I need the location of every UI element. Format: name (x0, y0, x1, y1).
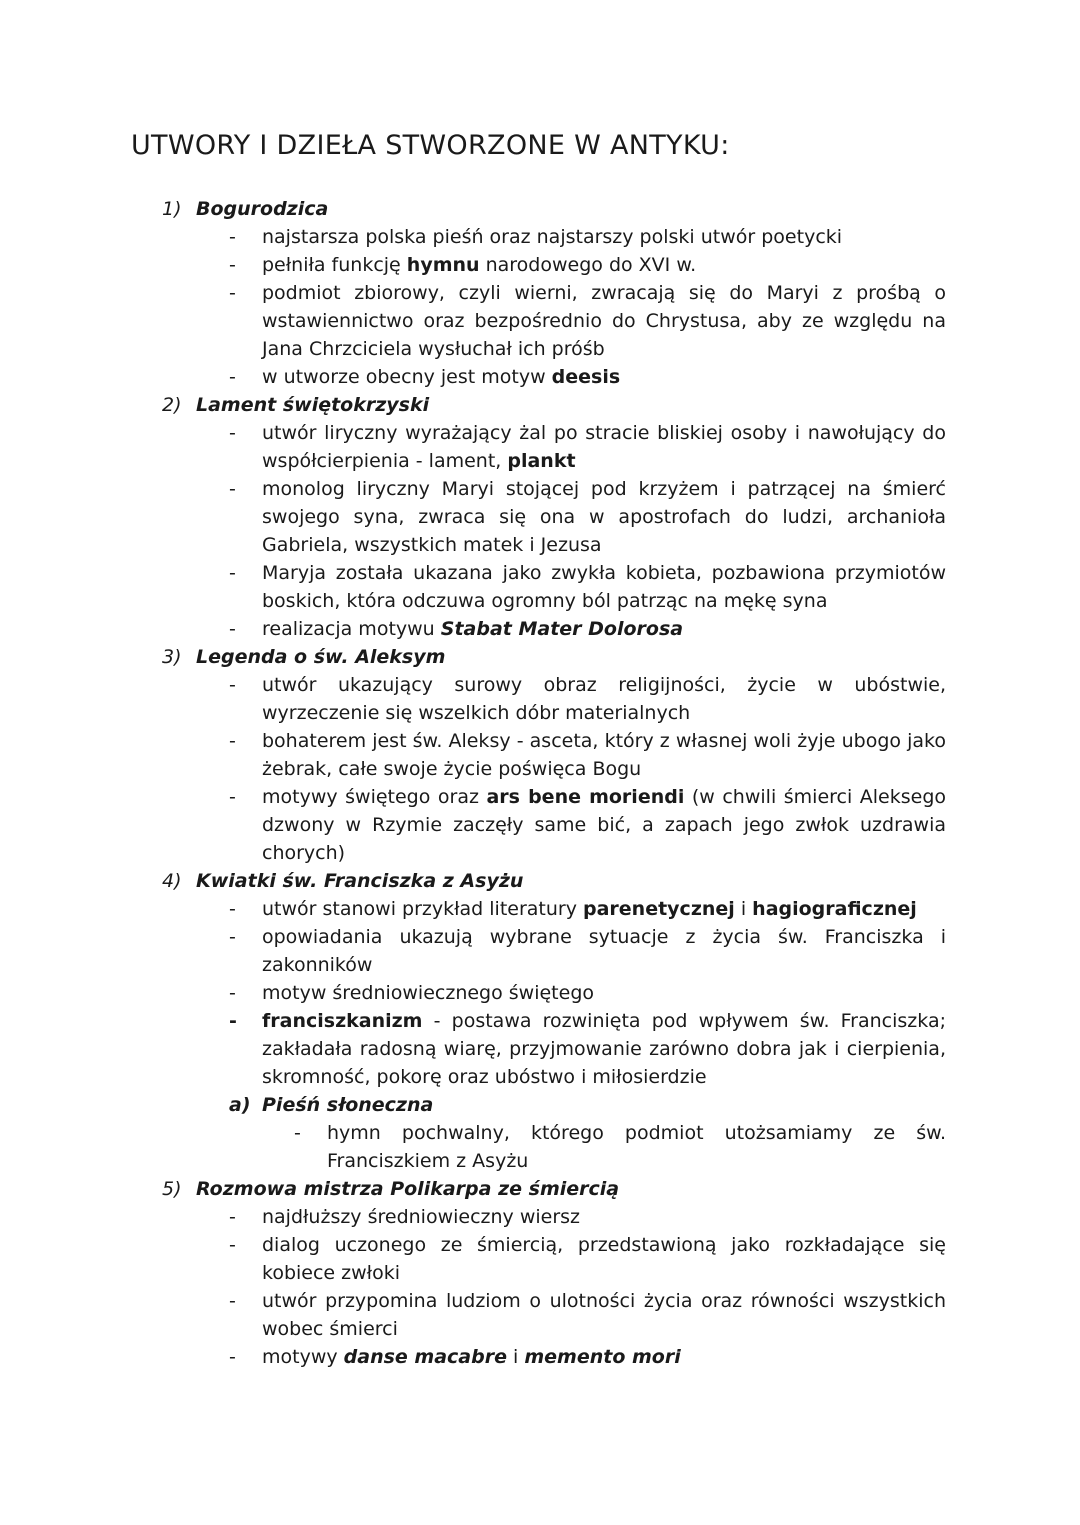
list-item (0, 1343, 1080, 1371)
bullet-text: dialog uczonego ze śmiercią, przedstawioną jako rozkładające się kobiece zwłoki (262, 1234, 946, 1284)
bullet-text: monolog liryczny Maryi stojącej pod krzyżem i patrzącej na śmierć swojego syna, zwraca się ona w apostrofach do ludzi, archanioła Gabriela, wszystkich matek i Jezusa (262, 478, 946, 556)
item-name: Rozmowa mistrza Polikarpa ze śmiercią (196, 1178, 620, 1200)
bullet-text: i (506, 1346, 525, 1368)
bullet-text: utwór stanowi przykład literatury (262, 898, 583, 920)
bullet-bold-term: plankt (507, 450, 576, 472)
item-name: Bogurodzica (196, 198, 329, 220)
list-item (0, 475, 1080, 559)
item-number: 3) (162, 646, 182, 668)
sub-item-number: a) (229, 1094, 251, 1116)
bullet-text: utwór liryczny wyrażający żal po stracie bliskiej osoby i nawołujący do współcierpienia - lament, (262, 422, 946, 472)
bullet-text: w utworze obecny jest motyw (262, 366, 552, 388)
list-item (0, 671, 1080, 727)
list-item (0, 559, 1080, 615)
bullet-dash: - (229, 674, 236, 696)
list-item (0, 279, 1080, 363)
bullet-dash: - (229, 366, 236, 388)
item-name: Lament świętokrzyski (196, 394, 430, 416)
bullet-text: podmiot zbiorowy, czyli wierni, zwracają się do Maryi z prośbą o wstawiennictwo oraz bezpośrednio do Chrystusa, aby ze względu na Jana Chrzciciela wysłuchał ich próśb (262, 282, 946, 360)
bullet-dash: - (229, 1010, 237, 1032)
bullet-dash: - (229, 1290, 236, 1312)
item-number: 1) (162, 198, 182, 220)
item-number: 2) (162, 394, 182, 416)
list-item (0, 1203, 1080, 1231)
bullet-text: pełniła funkcję (262, 254, 407, 276)
bullet-dash: - (229, 478, 236, 500)
bullet-text: najdłuższy średniowieczny wiersz (262, 1206, 581, 1228)
bullet-dash: - (229, 926, 236, 948)
item-2-heading (0, 391, 1080, 419)
bullet-dash: - (229, 786, 236, 808)
bullet-text: narodowego do XVI w. (479, 254, 697, 276)
bullet-bold-italic-term: memento mori (524, 1346, 681, 1368)
bullet-dash: - (229, 982, 236, 1004)
bullet-text: utwór ukazujący surowy obraz religijności, życie w ubóstwie, wyrzeczenie się wszelkich dóbr materialnych (262, 674, 946, 724)
bullet-text: bohaterem jest św. Aleksy - asceta, który z własnej woli żyje ubogo jako żebrak, całe swoje życie poświęca Bogu (262, 730, 946, 780)
bullet-dash: - (229, 254, 236, 276)
bullet-bold-italic-term: Stabat Mater Dolorosa (440, 618, 684, 640)
bullet-text: najstarsza polska pieśń oraz najstarszy polski utwór poetycki (262, 226, 843, 248)
list-item (0, 979, 1080, 1007)
list-item (0, 923, 1080, 979)
bullet-bold-term: hagiograficznej (752, 898, 917, 920)
bullet-text: Maryja została ukazana jako zwykła kobieta, pozbawiona przymiotów boskich, która odczuwa ogromny ból patrząc na mękę syna (262, 562, 946, 612)
bullet-text: motywy (262, 1346, 344, 1368)
item-1-heading (0, 195, 1080, 223)
item-5-heading (0, 1175, 1080, 1203)
list-item (0, 1007, 1080, 1091)
item-name: Legenda o św. Aleksym (196, 646, 446, 668)
list-item (0, 615, 1080, 643)
document-body (0, 195, 1080, 1371)
bullet-bold-term: franciszkanizm (262, 1010, 423, 1032)
bullet-dash: - (229, 1234, 236, 1256)
item-name: Kwiatki św. Franciszka z Asyżu (196, 870, 524, 892)
list-item (0, 783, 1080, 867)
bullet-text: motyw średniowiecznego świętego (262, 982, 595, 1004)
bullet-text: realizacja motywu (262, 618, 441, 640)
list-item (0, 363, 1080, 391)
list-item (0, 419, 1080, 475)
list-item (0, 727, 1080, 783)
bullet-text: (w chwili śmierci Aleksego dzwony w Rzymie zaczęły same bić, a zapach jego zwłok uzdrawia chorych) (262, 786, 947, 864)
list-item (0, 1231, 1080, 1287)
sub-item-heading (0, 1091, 1080, 1119)
bullet-text: i (734, 898, 753, 920)
item-4-heading (0, 867, 1080, 895)
bullet-bold-italic-term: danse macabre (343, 1346, 507, 1368)
bullet-dash: - (229, 618, 236, 640)
list-item (0, 1119, 1080, 1175)
bullet-dash: - (229, 562, 236, 584)
sub-item-name: Pieśń słoneczna (262, 1094, 434, 1116)
bullet-text: opowiadania ukazują wybrane sytuacje z życia św. Franciszka i zakonników (262, 926, 946, 976)
bullet-dash: - (229, 1346, 236, 1368)
bullet-dash: - (229, 282, 236, 304)
bullet-dash: - (229, 422, 236, 444)
bullet-bold-term: deesis (551, 366, 621, 388)
bullet-bold-term: parenetycznej (583, 898, 735, 920)
bullet-dash: - (294, 1122, 301, 1144)
bullet-dash: - (229, 1206, 236, 1228)
bullet-dash: - (229, 898, 236, 920)
item-number: 5) (162, 1178, 182, 1200)
bullet-dash: - (229, 226, 236, 248)
bullet-text: motywy świętego oraz (262, 786, 487, 808)
list-item (0, 251, 1080, 279)
bullet-dash: - (229, 730, 236, 752)
list-item (0, 895, 1080, 923)
list-item (0, 223, 1080, 251)
page-title: UTWORY I DZIEŁA STWORZONE W ANTYKU: (131, 130, 730, 161)
bullet-bold-term: hymnu (406, 254, 480, 276)
bullet-text: - postawa rozwinięta pod wpływem św. Franciszka; zakładała radosną wiarę, przyjmowanie zarówno dobra jak i cierpienia, skromność, pokorę oraz ubóstwo i miłosierdzie (262, 1010, 946, 1088)
bullet-bold-term: ars bene moriendi (486, 786, 685, 808)
bullet-text: utwór przypomina ludziom o ulotności życia oraz równości wszystkich wobec śmierci (262, 1290, 946, 1340)
list-item (0, 1287, 1080, 1343)
bullet-text: hymn pochwalny, którego podmiot utożsamiamy ze św. Franciszkiem z Asyżu (327, 1122, 946, 1172)
item-number: 4) (162, 870, 182, 892)
item-3-heading (0, 643, 1080, 671)
